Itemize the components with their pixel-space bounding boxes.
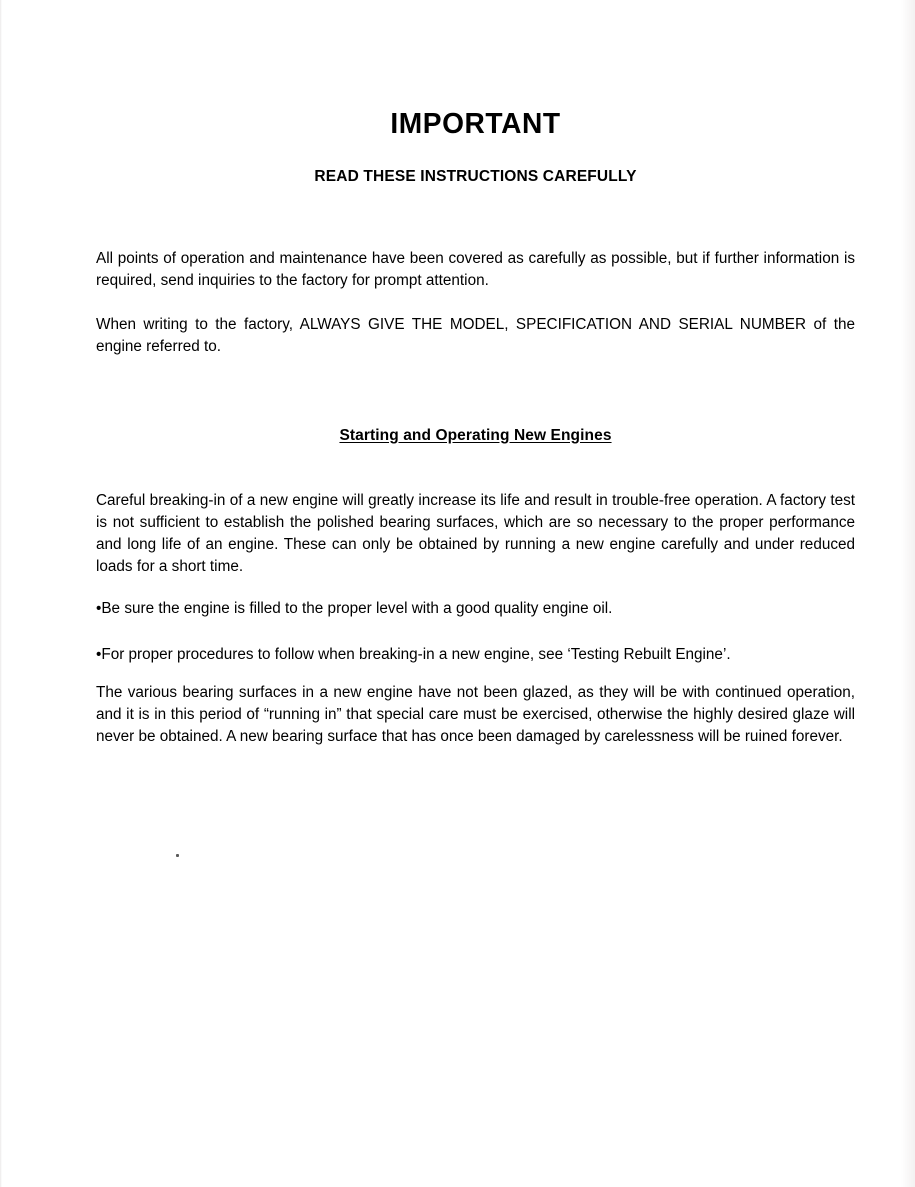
scan-edge-artifact-left [0, 0, 2, 1187]
bullet-marker-icon: • [96, 600, 102, 618]
paragraph-breaking-in: Careful breaking-in of a new engine will greatly increase its life and result in trouble-free operation. A factory test is not sufficient to establish the polished bearing surfaces, which are so necessary to the proper performance and long life of an engine. These can only be obtained by running a new engine carefully and under reduced loads for a short time. [96, 492, 855, 576]
paragraph-intro-two: When writing to the factory, ALWAYS GIVE THE MODEL, SPECIFICATION AND SERIAL NUMBER of the engine referred to. [96, 316, 855, 356]
scan-edge-artifact-right [901, 0, 915, 1187]
section-heading-starting-operating-new-engines: Starting and Operating New Engines [339, 426, 612, 444]
bullet-marker-icon: • [96, 646, 102, 664]
page-title: IMPORTANT [390, 108, 561, 140]
paragraph-intro-one: All points of operation and maintenance have been covered as carefully as possible, but if further information is required, send inquiries to the factory for prompt attention. [96, 250, 855, 290]
scan-speck-artifact [176, 854, 179, 857]
list-item [96, 644, 855, 666]
page-subtitle: READ THESE INSTRUCTIONS CAREFULLY [314, 168, 637, 185]
list-item-text: For proper procedures to follow when breaking-in a new engine, see ‘Testing Rebuilt Engine’. [101, 646, 731, 664]
paragraph-bearing-surfaces: The various bearing surfaces in a new engine have not been glazed, as they will be with continued operation, and it is in this period of “running in” that special care must be exercised, otherwise the highly desired glaze will never be obtained. A new bearing surface that has once been damaged by carelessness will be ruined forever. [96, 684, 855, 746]
list-item [96, 598, 855, 620]
list-item-text: Be sure the engine is filled to the proper level with a good quality engine oil. [101, 600, 613, 618]
